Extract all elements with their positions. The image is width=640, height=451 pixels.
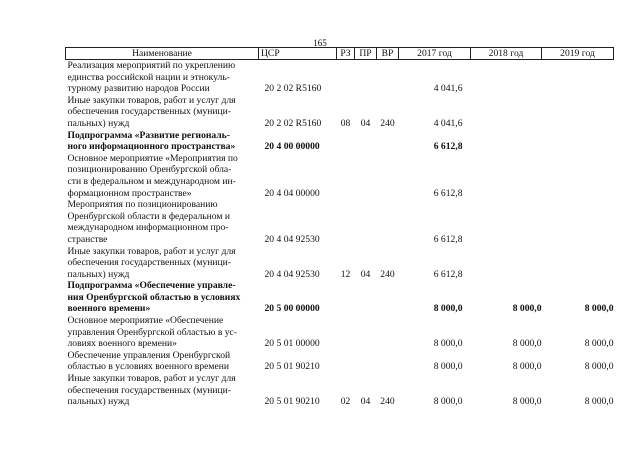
row-name-line: управления Оренбургской областью в ус- [67, 326, 237, 338]
row-name [66, 199, 259, 245]
row-name-line: Мероприятия по позиционированию [67, 199, 218, 211]
row-2018: 8 000,0 [512, 338, 542, 350]
row-2017: 6 612,8 [433, 268, 463, 280]
row-name [66, 315, 259, 350]
row-2018 [471, 95, 542, 130]
header-vr: ВР [377, 48, 399, 60]
budget-table [65, 47, 614, 408]
row-pr [355, 315, 377, 350]
row-rz [337, 315, 355, 350]
row-csr: 20 2 02 R5160 [264, 117, 322, 129]
row-2017: 6 612,8 [433, 233, 463, 245]
table-row [66, 280, 614, 315]
row-pr [355, 280, 377, 315]
row-rz: 12 [340, 268, 351, 280]
table-body [66, 60, 614, 408]
row-vr: 240 [380, 117, 395, 129]
table-row [66, 153, 614, 199]
header-2017: 2017 год [399, 48, 471, 60]
header-2019: 2019 год [542, 48, 614, 60]
row-2019: 8 000,0 [584, 338, 614, 350]
table-row [66, 95, 614, 130]
row-name-line: обеспечения государственных (муници- [67, 257, 232, 269]
row-2018 [471, 246, 542, 281]
row-rz [337, 60, 355, 95]
row-vr [377, 199, 399, 245]
table-row [66, 350, 614, 373]
row-vr: 240 [380, 268, 395, 280]
page-number: 165 [313, 38, 327, 48]
row-pr: 04 [360, 268, 371, 280]
row-vr [377, 130, 399, 153]
row-pr [355, 350, 377, 373]
row-vr [377, 280, 399, 315]
row-csr: 20 5 01 90210 [264, 396, 320, 408]
row-2018 [471, 153, 542, 199]
row-pr: 04 [360, 396, 371, 408]
row-name-line: обеспечения государственных (муници- [67, 384, 232, 396]
header-rz: РЗ [337, 48, 355, 60]
row-name [66, 60, 259, 95]
row-rz [337, 350, 355, 373]
table-row [66, 199, 614, 245]
row-name-line: пальных) нужд [67, 117, 130, 129]
row-csr: 20 4 04 92530 [264, 268, 320, 280]
row-2017: 6 612,8 [433, 141, 463, 153]
row-csr: 20 5 00 00000 [264, 303, 320, 315]
row-rz: 02 [340, 396, 351, 408]
row-name-line: Иные закупки товаров, работ и услуг для [67, 245, 236, 257]
row-csr: 20 5 01 00000 [264, 338, 320, 350]
row-rz [337, 130, 355, 153]
row-2019 [542, 130, 614, 153]
row-name-line: единства российской нации и этнокуль- [67, 71, 230, 83]
row-csr: 20 4 04 00000 [264, 187, 320, 199]
header-name: Наименование [66, 48, 259, 60]
row-name [66, 350, 259, 373]
row-name [66, 280, 259, 315]
row-name-line: странстве [67, 233, 108, 245]
row-pr: 04 [360, 117, 371, 129]
row-rz [337, 199, 355, 245]
row-name-line: формационном пространстве» [67, 187, 192, 199]
row-vr [377, 350, 399, 373]
row-pr [355, 153, 377, 199]
row-vr [377, 315, 399, 350]
row-name [66, 95, 259, 130]
row-2019: 8 000,0 [584, 361, 614, 373]
row-2019 [542, 60, 614, 95]
row-vr: 240 [380, 396, 395, 408]
row-pr [355, 130, 377, 153]
table-row [66, 373, 614, 408]
row-vr [377, 60, 399, 95]
row-name-line: Иные закупки товаров, работ и услуг для [67, 373, 236, 385]
row-name-line: турному развитию народов России [67, 83, 210, 95]
header-2018: 2018 год [471, 48, 542, 60]
row-name-line: сти в федеральном и международном ин- [67, 175, 236, 187]
row-2019 [542, 95, 614, 130]
row-name [66, 246, 259, 281]
row-name [66, 373, 259, 408]
row-csr: 20 5 01 90210 [264, 361, 320, 373]
row-name-line: областью в условиях военного времени [67, 361, 229, 373]
row-2018 [471, 60, 542, 95]
row-name-line: Иные закупки товаров, работ и услуг для [67, 94, 236, 106]
row-2018: 8 000,0 [512, 396, 542, 408]
table-header-row [66, 48, 614, 60]
row-2018: 8 000,0 [512, 361, 542, 373]
row-csr: 20 4 04 92530 [264, 233, 320, 245]
row-name-line: Подпрограмма «Развитие региональ- [67, 129, 230, 141]
row-name-line: позиционированию Оренбургской обла- [67, 164, 232, 176]
row-pr [355, 60, 377, 95]
row-name-line: обеспечения государственных (муници- [67, 106, 232, 118]
row-rz [337, 280, 355, 315]
row-name-line: Оренбургской области в федеральном и [67, 210, 230, 222]
row-2018 [471, 199, 542, 245]
row-name-line: Реализация мероприятий по укреплению [67, 60, 236, 71]
row-name-line: Обеспечение управления Оренбургской [67, 349, 231, 361]
table-row [66, 130, 614, 153]
row-2019 [542, 153, 614, 199]
row-2017: 8 000,0 [433, 303, 463, 315]
table-row [66, 315, 614, 350]
row-name-line: международном информационном про- [67, 222, 229, 234]
row-2017: 6 612,8 [433, 187, 463, 199]
row-2018: 8 000,0 [512, 303, 542, 315]
row-name-line: ловиях военного времени» [67, 338, 177, 350]
row-csr: 20 4 00 00000 [264, 141, 320, 153]
header-csr: ЦСР [259, 48, 337, 60]
row-2017: 8 000,0 [433, 338, 463, 350]
row-name-line: пальных) нужд [67, 396, 130, 408]
table-row [66, 60, 614, 95]
row-rz: 08 [340, 117, 351, 129]
row-2019 [542, 199, 614, 245]
row-name-line: Основное мероприятие «Мероприятия по [67, 152, 238, 164]
row-2019 [542, 246, 614, 281]
row-2019: 8 000,0 [584, 303, 614, 315]
row-name-line: ния Оренбургской областью в условиях [67, 291, 241, 303]
table-row [66, 246, 614, 281]
row-name [66, 130, 259, 153]
row-name-line: Основное мероприятие «Обеспечение [67, 315, 224, 327]
row-vr [377, 153, 399, 199]
row-name-line: Подпрограмма «Обеспечение управле- [67, 280, 236, 292]
row-2017: 8 000,0 [433, 361, 463, 373]
row-rz [337, 153, 355, 199]
row-2019: 8 000,0 [584, 396, 614, 408]
row-name-line: военного времени» [67, 303, 151, 315]
row-pr [355, 199, 377, 245]
row-2017: 4 041,6 [433, 83, 463, 95]
row-name [66, 153, 259, 199]
row-name-line: ного информационного пространства» [67, 141, 236, 153]
row-name-line: пальных) нужд [67, 268, 130, 280]
row-csr: 20 2 02 R5160 [264, 83, 322, 95]
row-2017: 8 000,0 [433, 396, 463, 408]
header-pr: ПР [355, 48, 377, 60]
row-2017: 4 041,6 [433, 117, 463, 129]
row-2018 [471, 130, 542, 153]
